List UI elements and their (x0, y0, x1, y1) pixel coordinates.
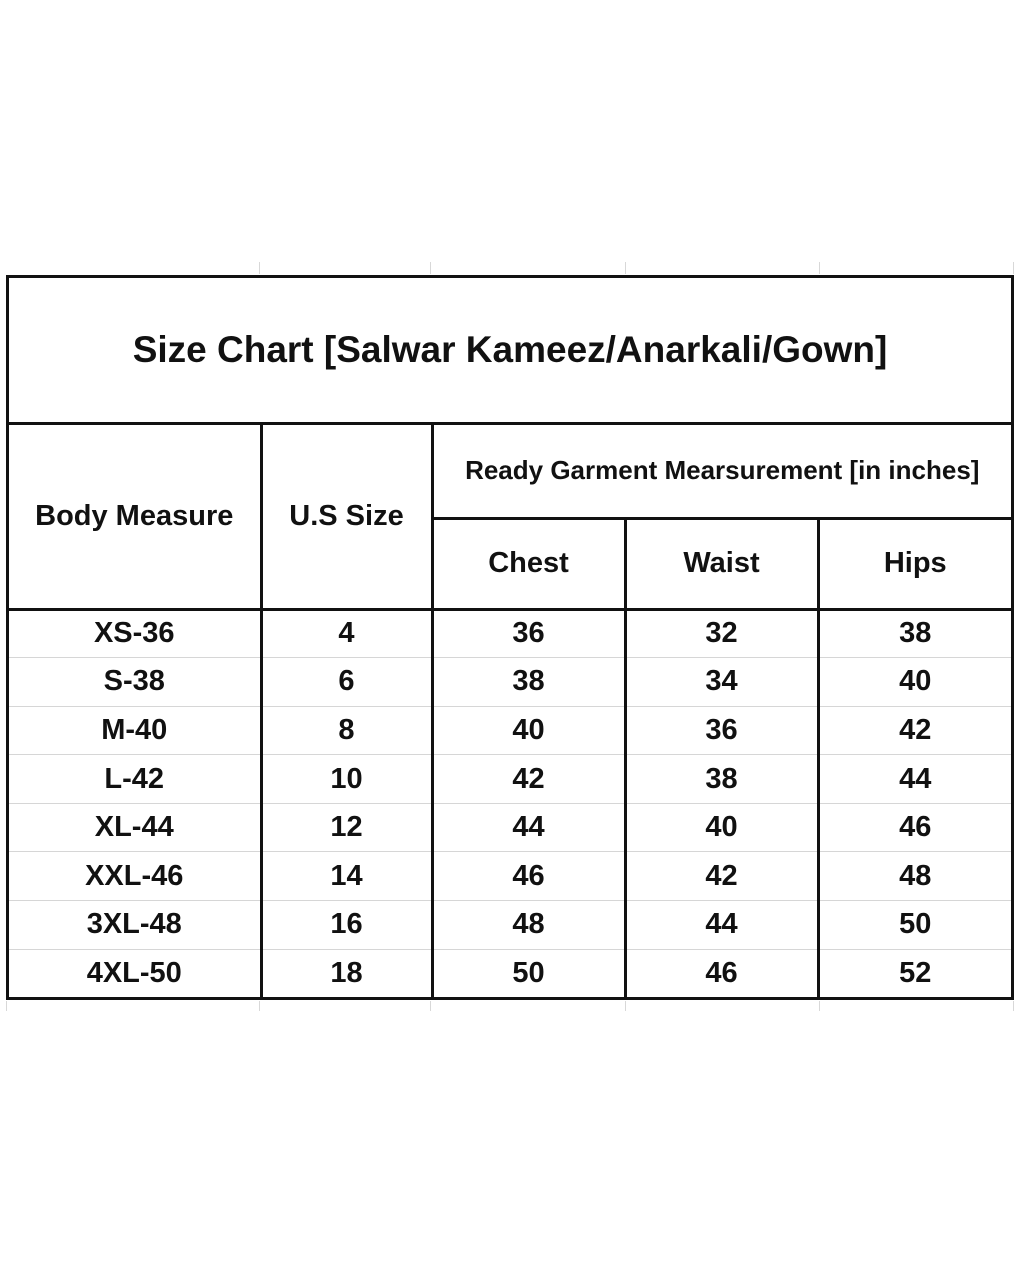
cell-chest: 36 (432, 609, 625, 658)
cell-body-measure: XS-36 (9, 609, 261, 658)
cell-waist: 36 (625, 706, 818, 755)
cell-chest: 40 (432, 706, 625, 755)
cell-us-size: 12 (261, 803, 432, 852)
table-row (9, 755, 1011, 804)
cell-body-measure: 3XL-48 (9, 901, 261, 950)
cell-chest: 46 (432, 852, 625, 901)
cell-hips: 42 (818, 706, 1011, 755)
size-chart-table (9, 278, 1011, 998)
grid-tick (259, 1001, 260, 1011)
cell-hips: 52 (899, 957, 932, 990)
cell-us-size: 8 (261, 706, 432, 755)
table-row (9, 609, 1011, 658)
cell-waist: 40 (625, 803, 818, 852)
cell-chest: 42 (432, 755, 625, 804)
cell-body-measure: 4XL-50 (9, 949, 261, 998)
cell-us-size: 6 (261, 658, 432, 707)
cell-waist: 46 (625, 949, 818, 998)
cell-hips: 44 (818, 755, 1011, 804)
cell-waist: 38 (625, 755, 818, 804)
grid-tick (6, 1001, 7, 1011)
grid-tick (625, 1001, 626, 1011)
header-hips: Hips (818, 518, 1011, 609)
grid-tick (430, 262, 431, 274)
table-row (9, 658, 1011, 707)
table-row (9, 803, 1011, 852)
cell-chest: 38 (432, 658, 625, 707)
cell-chest: 48 (432, 901, 625, 950)
header-row-group (9, 423, 1011, 518)
cell-chest: 50 (432, 949, 625, 998)
cell-us-size: 18 (261, 949, 432, 998)
size-chart-title: Size Chart [Salwar Kameez/Anarkali/Gown] (9, 278, 1011, 423)
cell-hips: 48 (818, 852, 1011, 901)
grid-tick (625, 262, 626, 274)
grid-tick (1013, 262, 1014, 274)
cell-body-measure: XL-44 (9, 803, 261, 852)
table-row (9, 949, 1011, 998)
header-chest: Chest (432, 518, 625, 609)
cell-waist: 44 (625, 901, 818, 950)
header-body-measure: Body Measure (9, 423, 261, 609)
cell-waist: 34 (625, 658, 818, 707)
table-row (9, 852, 1011, 901)
cell-hips: 40 (818, 658, 1011, 707)
cell-us-size: 14 (261, 852, 432, 901)
header-waist: Waist (625, 518, 818, 609)
cell-hips: 50 (818, 901, 1011, 950)
grid-tick (819, 262, 820, 274)
cell-us-size: 16 (261, 901, 432, 950)
header-us-size: U.S Size (261, 423, 432, 609)
table-row (9, 901, 1011, 950)
cell-hips: 38 (818, 609, 1011, 658)
title-row (9, 278, 1011, 423)
cell-hips: 46 (818, 803, 1011, 852)
cell-waist: 42 (625, 852, 818, 901)
cell-body-measure: M-40 (9, 706, 261, 755)
grid-tick (259, 262, 260, 274)
header-ready-garment: Ready Garment Mearsurement [in inches] (432, 423, 1011, 518)
cell-body-measure: L-42 (9, 755, 261, 804)
grid-tick (819, 1001, 820, 1011)
grid-tick (1013, 1001, 1014, 1011)
table-row (9, 706, 1011, 755)
cell-chest: 44 (432, 803, 625, 852)
cell-us-size: 4 (261, 609, 432, 658)
cell-waist: 32 (625, 609, 818, 658)
cell-us-size: 10 (261, 755, 432, 804)
size-chart-table-frame (6, 275, 1014, 1000)
cell-body-measure: S-38 (9, 658, 261, 707)
cell-body-measure: XXL-46 (9, 852, 261, 901)
grid-tick (430, 1001, 431, 1011)
